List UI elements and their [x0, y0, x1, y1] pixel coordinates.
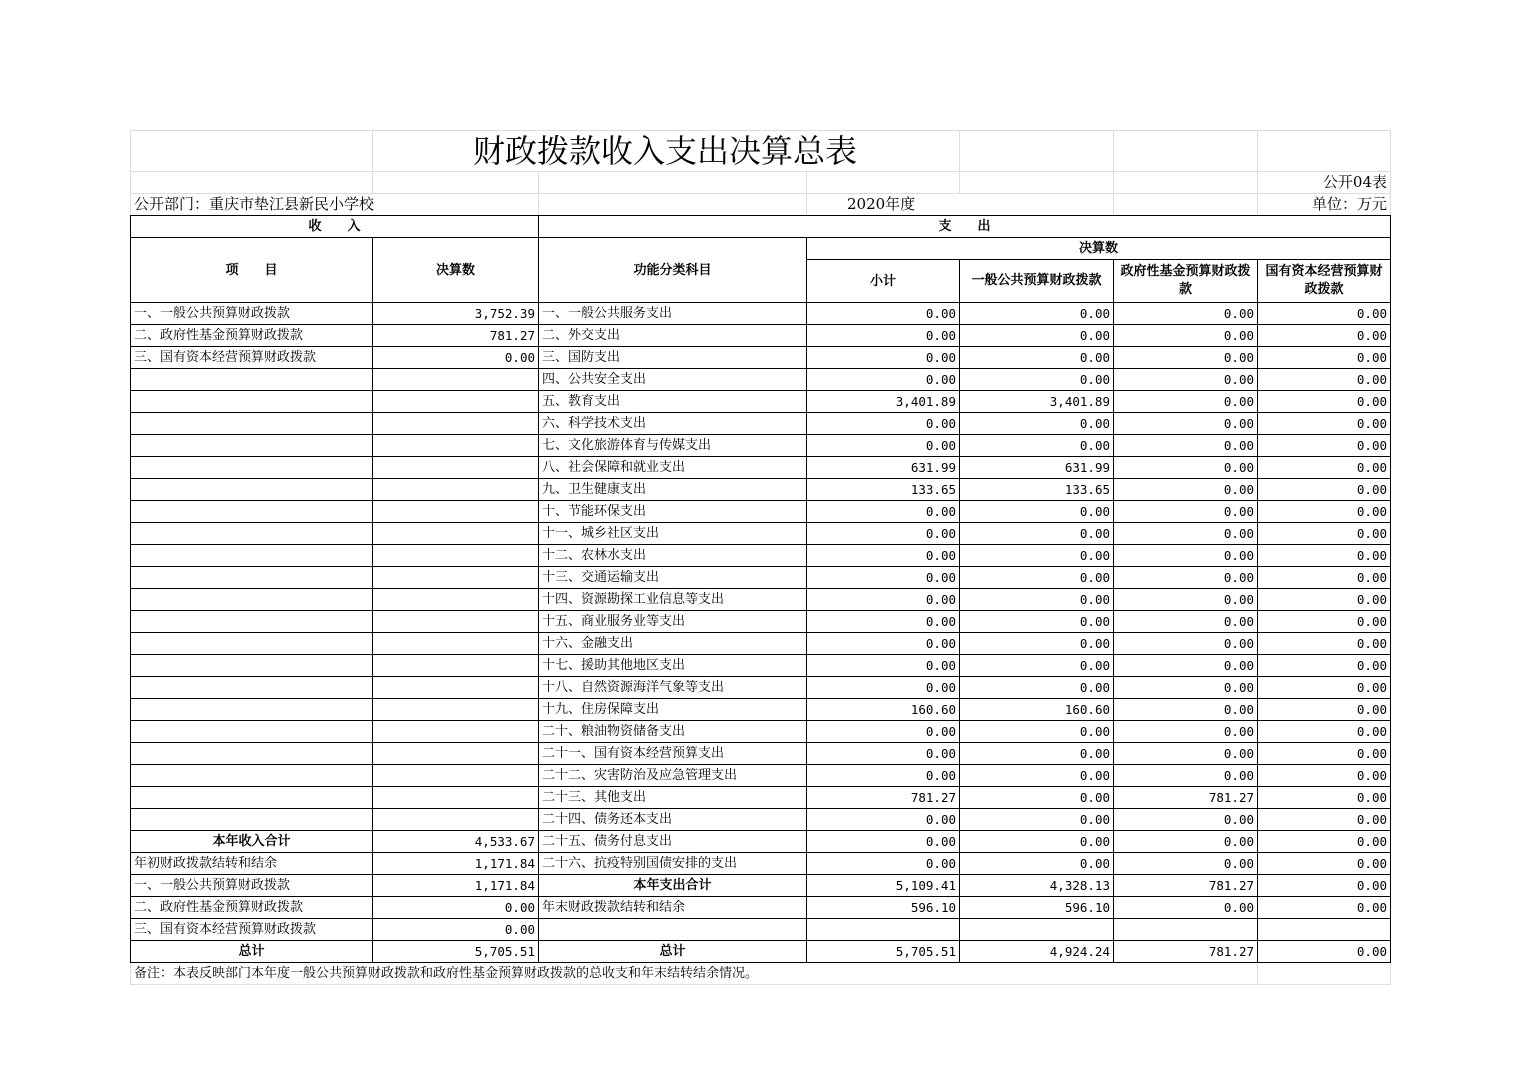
subtotal-cell: 0.00: [807, 545, 960, 567]
table-row: [131, 303, 1391, 325]
table-row: [131, 545, 1391, 567]
state-capital-cell: 0.00: [1258, 303, 1391, 325]
income-item-cell: [131, 677, 373, 699]
subtotal-cell: 781.27: [807, 787, 960, 809]
gov-fund-cell: 0.00: [1114, 391, 1258, 413]
gov-fund-cell: [1114, 919, 1258, 941]
gov-fund-cell: 0.00: [1114, 633, 1258, 655]
function-category-header: 功能分类科目: [539, 238, 807, 303]
subtotal-cell: 0.00: [807, 325, 960, 347]
state-capital-header: 国有资本经营预算财政拨款: [1258, 260, 1391, 303]
expense-category-cell: 二十一、国有资本经营预算支出: [539, 743, 807, 765]
income-amount-cell: [373, 633, 539, 655]
general-budget-cell: 3,401.89: [960, 391, 1114, 413]
subtotal-cell: 160.60: [807, 699, 960, 721]
state-capital-cell: 0.00: [1258, 325, 1391, 347]
income-item-cell: [131, 809, 373, 831]
expense-category-cell: [539, 919, 807, 941]
expense-category-cell: 九、卫生健康支出: [539, 479, 807, 501]
general-budget-cell: 0.00: [960, 787, 1114, 809]
gov-fund-cell: 0.00: [1114, 545, 1258, 567]
income-item-cell: [131, 413, 373, 435]
income-amount-cell: [373, 391, 539, 413]
gov-fund-cell: 781.27: [1114, 941, 1258, 963]
income-amount-cell: 0.00: [373, 897, 539, 919]
general-budget-cell: 0.00: [960, 655, 1114, 677]
subtotal-cell: 3,401.89: [807, 391, 960, 413]
expense-category-cell: 二十二、灾害防治及应急管理支出: [539, 765, 807, 787]
general-budget-cell: 4,328.13: [960, 875, 1114, 897]
general-budget-header: 一般公共预算财政拨款: [960, 260, 1114, 303]
table-row: [131, 611, 1391, 633]
expense-category-cell: 一、一般公共服务支出: [539, 303, 807, 325]
state-capital-cell: 0.00: [1258, 743, 1391, 765]
table-row: [131, 325, 1391, 347]
table-row: [131, 479, 1391, 501]
gov-fund-cell: 781.27: [1114, 787, 1258, 809]
expense-category-cell: 八、社会保障和就业支出: [539, 457, 807, 479]
income-amount-cell: [373, 413, 539, 435]
income-amount-cell: [373, 677, 539, 699]
table-row: [131, 523, 1391, 545]
expense-category-cell: 十一、城乡社区支出: [539, 523, 807, 545]
income-item-cell: [131, 523, 373, 545]
subtotal-cell: 0.00: [807, 809, 960, 831]
table-row: [131, 391, 1391, 413]
state-capital-cell: 0.00: [1258, 567, 1391, 589]
gov-fund-cell: 0.00: [1114, 809, 1258, 831]
budget-table: [130, 130, 1391, 985]
gov-fund-cell: 0.00: [1114, 721, 1258, 743]
state-capital-cell: 0.00: [1258, 633, 1391, 655]
table-code: 公开04表: [1258, 172, 1391, 194]
income-amount-cell: 4,533.67: [373, 831, 539, 853]
general-budget-cell: 0.00: [960, 677, 1114, 699]
income-amount-cell: [373, 435, 539, 457]
expense-category-cell: 七、文化旅游体育与传媒支出: [539, 435, 807, 457]
gov-fund-cell: 0.00: [1114, 479, 1258, 501]
income-item-cell: [131, 501, 373, 523]
report-sheet: [130, 130, 1390, 985]
general-budget-cell: 0.00: [960, 633, 1114, 655]
income-item-cell: [131, 655, 373, 677]
general-budget-cell: 0.00: [960, 567, 1114, 589]
income-item-cell: 总计: [131, 941, 373, 963]
income-item-cell: [131, 369, 373, 391]
state-capital-cell: 0.00: [1258, 369, 1391, 391]
income-item-cell: 二、政府性基金预算财政拨款: [131, 897, 373, 919]
income-amount-cell: [373, 787, 539, 809]
general-budget-cell: 0.00: [960, 347, 1114, 369]
expense-category-cell: 十九、住房保障支出: [539, 699, 807, 721]
department-label: 公开部门：重庆市垫江县新民小学校: [131, 194, 539, 216]
final-amount-header: 决算数: [807, 238, 1391, 260]
subtotal-cell: 0.00: [807, 413, 960, 435]
unit-label: 单位：万元: [1258, 194, 1391, 216]
subtotal-cell: 0.00: [807, 611, 960, 633]
state-capital-cell: 0.00: [1258, 875, 1391, 897]
subtotal-cell: [807, 919, 960, 941]
expense-category-cell: 年末财政拨款结转和结余: [539, 897, 807, 919]
subtotal-cell: 0.00: [807, 655, 960, 677]
gov-fund-cell: 0.00: [1114, 501, 1258, 523]
subtotal-cell: 0.00: [807, 523, 960, 545]
income-item-cell: [131, 699, 373, 721]
income-item-cell: 二、政府性基金预算财政拨款: [131, 325, 373, 347]
income-item-cell: [131, 457, 373, 479]
gov-fund-cell: 0.00: [1114, 589, 1258, 611]
expense-category-cell: 本年支出合计: [539, 875, 807, 897]
general-budget-cell: 0.00: [960, 611, 1114, 633]
general-budget-cell: 0.00: [960, 325, 1114, 347]
general-budget-cell: 0.00: [960, 765, 1114, 787]
table-row: [131, 347, 1391, 369]
expense-category-cell: 十、节能环保支出: [539, 501, 807, 523]
subtotal-cell: 0.00: [807, 567, 960, 589]
income-amount-cell: [373, 523, 539, 545]
subtotal-cell: 0.00: [807, 435, 960, 457]
state-capital-cell: 0.00: [1258, 853, 1391, 875]
table-row: [131, 567, 1391, 589]
table-row: [131, 655, 1391, 677]
general-budget-cell: 0.00: [960, 853, 1114, 875]
income-amount-cell: 5,705.51: [373, 941, 539, 963]
general-budget-cell: 0.00: [960, 413, 1114, 435]
income-item-cell: [131, 765, 373, 787]
footnote: 备注：本表反映部门本年度一般公共预算财政拨款和政府性基金预算财政拨款的总收支和年末结转结余情况。: [131, 963, 1258, 985]
subtotal-header: 小计: [807, 260, 960, 303]
fiscal-year: 2020年度: [807, 194, 1114, 216]
general-budget-cell: 0.00: [960, 809, 1114, 831]
state-capital-cell: 0.00: [1258, 457, 1391, 479]
subtotal-cell: 0.00: [807, 743, 960, 765]
gov-fund-cell: 0.00: [1114, 699, 1258, 721]
income-item-cell: [131, 479, 373, 501]
general-budget-cell: 0.00: [960, 589, 1114, 611]
state-capital-cell: 0.00: [1258, 347, 1391, 369]
gov-fund-cell: 0.00: [1114, 413, 1258, 435]
expense-category-cell: 十八、自然资源海洋气象等支出: [539, 677, 807, 699]
income-amount-cell: [373, 809, 539, 831]
table-row: [131, 413, 1391, 435]
table-row: [131, 699, 1391, 721]
state-capital-cell: 0.00: [1258, 589, 1391, 611]
state-capital-cell: 0.00: [1258, 545, 1391, 567]
income-amount-cell: [373, 567, 539, 589]
table-row: [131, 369, 1391, 391]
income-amount-cell: [373, 501, 539, 523]
table-row: [131, 897, 1391, 919]
income-header: 收 入: [131, 216, 539, 238]
subtotal-cell: 0.00: [807, 765, 960, 787]
general-budget-cell: 631.99: [960, 457, 1114, 479]
gov-fund-cell: 0.00: [1114, 567, 1258, 589]
gov-fund-cell: 781.27: [1114, 875, 1258, 897]
income-amount-cell: 1,171.84: [373, 853, 539, 875]
gov-fund-cell: 0.00: [1114, 655, 1258, 677]
subtotal-cell: 0.00: [807, 633, 960, 655]
income-item-cell: [131, 721, 373, 743]
general-budget-cell: 0.00: [960, 501, 1114, 523]
income-item-cell: 本年收入合计: [131, 831, 373, 853]
subtotal-cell: 0.00: [807, 677, 960, 699]
gov-fund-cell: 0.00: [1114, 831, 1258, 853]
state-capital-cell: 0.00: [1258, 699, 1391, 721]
income-item-cell: [131, 743, 373, 765]
expense-category-cell: 六、科学技术支出: [539, 413, 807, 435]
expense-category-cell: 十二、农林水支出: [539, 545, 807, 567]
general-budget-cell: 0.00: [960, 545, 1114, 567]
table-row: [131, 787, 1391, 809]
income-item-cell: [131, 787, 373, 809]
subtotal-cell: 0.00: [807, 589, 960, 611]
income-item-cell: 一、一般公共预算财政拨款: [131, 875, 373, 897]
subtotal-cell: 0.00: [807, 303, 960, 325]
subtotal-cell: 0.00: [807, 831, 960, 853]
income-item-cell: 三、国有资本经营预算财政拨款: [131, 347, 373, 369]
gov-fund-header: 政府性基金预算财政拨款: [1114, 260, 1258, 303]
subtotal-cell: 596.10: [807, 897, 960, 919]
table-row: [131, 501, 1391, 523]
income-amount-cell: 0.00: [373, 919, 539, 941]
income-amount-cell: [373, 545, 539, 567]
income-item-cell: [131, 589, 373, 611]
income-amount-cell: [373, 589, 539, 611]
general-budget-cell: 160.60: [960, 699, 1114, 721]
table-row: [131, 853, 1391, 875]
state-capital-cell: 0.00: [1258, 435, 1391, 457]
table-row: [131, 589, 1391, 611]
expense-category-cell: 二十五、债务付息支出: [539, 831, 807, 853]
subtotal-cell: 133.65: [807, 479, 960, 501]
table-row: [131, 765, 1391, 787]
expense-category-cell: 十四、资源勘探工业信息等支出: [539, 589, 807, 611]
state-capital-cell: 0.00: [1258, 831, 1391, 853]
income-amount-cell: [373, 479, 539, 501]
income-amount-cell: [373, 699, 539, 721]
general-budget-cell: 0.00: [960, 303, 1114, 325]
expense-category-cell: 五、教育支出: [539, 391, 807, 413]
subtotal-cell: 0.00: [807, 369, 960, 391]
income-amount-cell: 781.27: [373, 325, 539, 347]
subtotal-cell: 0.00: [807, 347, 960, 369]
general-budget-cell: 0.00: [960, 523, 1114, 545]
expense-category-cell: 十三、交通运输支出: [539, 567, 807, 589]
state-capital-cell: 0.00: [1258, 787, 1391, 809]
gov-fund-cell: 0.00: [1114, 325, 1258, 347]
income-item-cell: 一、一般公共预算财政拨款: [131, 303, 373, 325]
gov-fund-cell: 0.00: [1114, 765, 1258, 787]
expense-category-cell: 二十四、债务还本支出: [539, 809, 807, 831]
income-amount-cell: [373, 457, 539, 479]
gov-fund-cell: 0.00: [1114, 897, 1258, 919]
subtotal-cell: 631.99: [807, 457, 960, 479]
expense-category-cell: 二十六、抗疫特别国债安排的支出: [539, 853, 807, 875]
table-row: [131, 919, 1391, 941]
expense-category-cell: 二、外交支出: [539, 325, 807, 347]
state-capital-cell: 0.00: [1258, 523, 1391, 545]
gov-fund-cell: 0.00: [1114, 457, 1258, 479]
subtotal-cell: 0.00: [807, 501, 960, 523]
expense-category-cell: 二十三、其他支出: [539, 787, 807, 809]
item-header: 项 目: [131, 238, 373, 303]
state-capital-cell: 0.00: [1258, 655, 1391, 677]
state-capital-cell: 0.00: [1258, 721, 1391, 743]
income-amount-cell: 0.00: [373, 347, 539, 369]
subtotal-cell: 5,705.51: [807, 941, 960, 963]
expense-category-cell: 十六、金融支出: [539, 633, 807, 655]
income-amount-cell: 3,752.39: [373, 303, 539, 325]
state-capital-cell: 0.00: [1258, 897, 1391, 919]
table-row: [131, 721, 1391, 743]
state-capital-cell: 0.00: [1258, 391, 1391, 413]
subtotal-cell: 5,109.41: [807, 875, 960, 897]
table-row: [131, 875, 1391, 897]
state-capital-cell: 0.00: [1258, 479, 1391, 501]
table-row: [131, 457, 1391, 479]
table-row: [131, 435, 1391, 457]
income-item-cell: [131, 567, 373, 589]
gov-fund-cell: 0.00: [1114, 743, 1258, 765]
state-capital-cell: 0.00: [1258, 611, 1391, 633]
general-budget-cell: 596.10: [960, 897, 1114, 919]
income-amount-cell: [373, 765, 539, 787]
table-row: [131, 677, 1391, 699]
income-item-cell: [131, 611, 373, 633]
expense-category-cell: 四、公共安全支出: [539, 369, 807, 391]
expense-category-cell: 三、国防支出: [539, 347, 807, 369]
income-amount-cell: 1,171.84: [373, 875, 539, 897]
income-amount-cell: [373, 655, 539, 677]
gov-fund-cell: 0.00: [1114, 611, 1258, 633]
income-amount-cell: [373, 721, 539, 743]
income-item-cell: [131, 435, 373, 457]
table-row: [131, 941, 1391, 963]
gov-fund-cell: 0.00: [1114, 347, 1258, 369]
state-capital-cell: 0.00: [1258, 413, 1391, 435]
general-budget-cell: 0.00: [960, 831, 1114, 853]
state-capital-cell: [1258, 919, 1391, 941]
expense-category-cell: 总计: [539, 941, 807, 963]
expense-header: 支 出: [539, 216, 1391, 238]
gov-fund-cell: 0.00: [1114, 369, 1258, 391]
gov-fund-cell: 0.00: [1114, 677, 1258, 699]
state-capital-cell: 0.00: [1258, 941, 1391, 963]
income-amount-cell: [373, 743, 539, 765]
general-budget-cell: [960, 919, 1114, 941]
table-row: [131, 809, 1391, 831]
table-row: [131, 633, 1391, 655]
expense-category-cell: 二十、粮油物资储备支出: [539, 721, 807, 743]
income-item-cell: 年初财政拨款结转和结余: [131, 853, 373, 875]
general-budget-cell: 4,924.24: [960, 941, 1114, 963]
gov-fund-cell: 0.00: [1114, 853, 1258, 875]
table-row: [131, 831, 1391, 853]
subtotal-cell: 0.00: [807, 853, 960, 875]
gov-fund-cell: 0.00: [1114, 435, 1258, 457]
income-amount-cell: [373, 369, 539, 391]
income-item-cell: [131, 545, 373, 567]
state-capital-cell: 0.00: [1258, 765, 1391, 787]
state-capital-cell: 0.00: [1258, 677, 1391, 699]
income-item-cell: 三、国有资本经营预算财政拨款: [131, 919, 373, 941]
expense-category-cell: 十七、援助其他地区支出: [539, 655, 807, 677]
general-budget-cell: 0.00: [960, 369, 1114, 391]
state-capital-cell: 0.00: [1258, 501, 1391, 523]
table-row: [131, 743, 1391, 765]
state-capital-cell: 0.00: [1258, 809, 1391, 831]
general-budget-cell: 0.00: [960, 721, 1114, 743]
amount-header: 决算数: [373, 238, 539, 303]
page-title: 财政拨款收入支出决算总表: [373, 131, 960, 172]
general-budget-cell: 0.00: [960, 743, 1114, 765]
general-budget-cell: 0.00: [960, 435, 1114, 457]
income-amount-cell: [373, 611, 539, 633]
gov-fund-cell: 0.00: [1114, 303, 1258, 325]
general-budget-cell: 133.65: [960, 479, 1114, 501]
gov-fund-cell: 0.00: [1114, 523, 1258, 545]
expense-category-cell: 十五、商业服务业等支出: [539, 611, 807, 633]
income-item-cell: [131, 633, 373, 655]
income-item-cell: [131, 391, 373, 413]
subtotal-cell: 0.00: [807, 721, 960, 743]
